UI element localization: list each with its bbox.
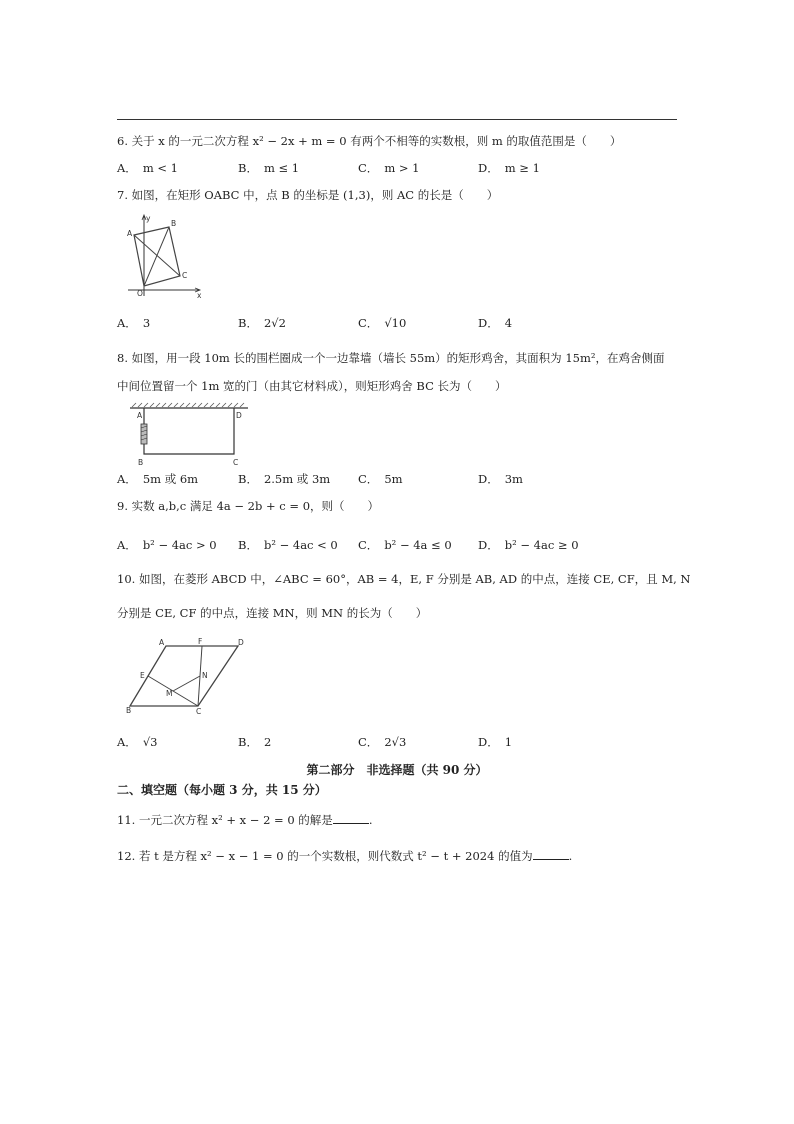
fill-in-section-heading: 二、填空题（每小题 3 分，共 15 分） (117, 783, 327, 797)
question-7-text: 7. 如图，在矩形 OABC 中，点 B 的坐标是 (1,3)，则 AC 的长是（ ） (117, 188, 499, 202)
q8-option-b: B． 2.5m 或 3m (238, 472, 331, 486)
question-12-text: 12. 若 t 是方程 x² − x − 1 = 0 的一个实数根，则代数式 t² − t + 2024 的值为 (117, 849, 533, 863)
question-10-text-line2: 分别是 CE, CF 的中点，连接 MN，则 MN 的长为（ ） (117, 606, 428, 620)
fig10-label-b: B (126, 706, 132, 714)
question-11-text: 11. 一元二次方程 x² + x − 2 = 0 的解是 (117, 813, 333, 827)
rectangle-oabc-figure (122, 212, 204, 298)
question-9-text: 9. 实数 a,b,c 满足 4a − 2b + c = 0，则（ ） (117, 499, 380, 513)
q10-option-c: C． 2√3 (358, 735, 407, 749)
question-10-text-line1: 10. 如图，在菱形 ABCD 中，∠ABC = 60°，AB = 4，E, F 分别是 AB, AD 的中点，连接 CE, CF，且 M, N (117, 572, 691, 586)
fig8-label-a: A (137, 411, 143, 420)
fig10-label-m: M (166, 689, 173, 698)
fig10-label-a: A (159, 638, 165, 647)
fig8-label-c: C (233, 458, 239, 467)
q7-option-d: D． 4 (478, 316, 513, 330)
q6-option-d: D． m ≥ 1 (478, 161, 540, 175)
fig10-label-e: E (140, 671, 145, 680)
fig7-label-b: B (171, 219, 177, 228)
question-11: 11. 一元二次方程 x² + x − 2 = 0 的解是 . (117, 813, 373, 827)
question-6-text: 6. 关于 x 的一元二次方程 x² − 2x + m = 0 有两个不相等的实数根，则 m 的取值范围是（ ） (117, 134, 622, 148)
fig7-label-y: y (146, 214, 151, 223)
q8-option-d: D． 3m (478, 472, 523, 486)
fig10-label-n: N (202, 671, 208, 680)
header-rule (117, 119, 677, 120)
fig10-label-d: D (238, 638, 244, 647)
q9-option-b: B． b² − 4ac < 0 (238, 538, 338, 552)
fig7-label-a: A (127, 229, 133, 238)
chicken-coop-figure (128, 402, 250, 468)
answer-blank-11[interactable] (333, 813, 369, 824)
q7-option-b: B． 2√2 (238, 316, 286, 330)
fig8-label-d: D (236, 411, 242, 420)
q9-option-d: D． b² − 4ac ≥ 0 (478, 538, 579, 552)
q8-option-c: C． 5m (358, 472, 403, 486)
q9-option-a: A． b² − 4ac > 0 (117, 538, 217, 552)
question-8-text-line1: 8. 如图，用一段 10m 长的围栏圈成一个一边靠墙（墙长 55m）的矩形鸡舍，其面积为 15m²，在鸡舍侧面 (117, 351, 665, 365)
rhombus-abcd-figure (126, 636, 246, 714)
q6-option-c: C． m > 1 (358, 161, 420, 175)
fig7-label-x: x (197, 291, 202, 298)
fig8-label-b: B (138, 458, 144, 467)
fig10-label-f: F (198, 637, 203, 646)
q8-option-a: A． 5m 或 6m (117, 472, 199, 486)
q10-option-a: A． √3 (117, 735, 158, 749)
answer-blank-12[interactable] (533, 849, 569, 860)
fig7-label-o: O (137, 289, 143, 298)
fig7-label-c: C (182, 271, 188, 280)
question-8-text-line2: 中间位置留一个 1m 宽的门（由其它材料成），则矩形鸡舍 BC 长为（ ） (117, 379, 507, 393)
q7-option-a: A． 3 (117, 316, 151, 330)
q10-option-d: D． 1 (478, 735, 513, 749)
part-two-title: 第二部分 非选择题（共 90 分） (306, 763, 488, 777)
question-12: 12. 若 t 是方程 x² − x − 1 = 0 的一个实数根，则代数式 t² − t + 2024 的值为 . (117, 849, 573, 863)
q7-option-c: C． √10 (358, 316, 407, 330)
q6-option-a: A． m < 1 (117, 161, 178, 175)
q10-option-b: B． 2 (238, 735, 272, 749)
q6-option-b: B． m ≤ 1 (238, 161, 300, 175)
q9-option-c: C． b² − 4a ≤ 0 (358, 538, 452, 552)
fig10-label-c: C (196, 707, 202, 714)
